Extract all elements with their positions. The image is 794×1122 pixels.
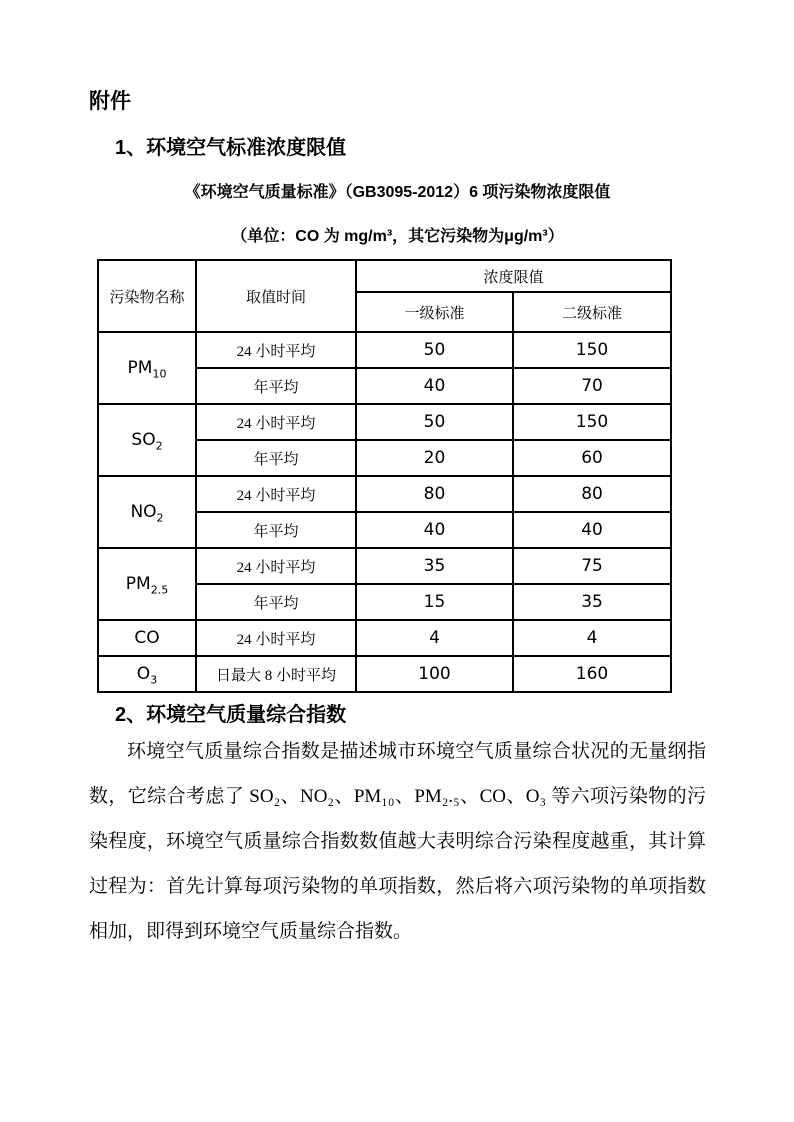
level2-value: 150 [513,404,671,440]
pollutant-cell-so2 [98,404,196,476]
th-time-period: 取值时间 [196,260,356,332]
table-row [98,332,671,368]
level1-value: 100 [356,656,513,692]
time-cell: 24 小时平均 [196,332,356,368]
level1-value: 50 [356,332,513,368]
pollutant-subscript: 2 [155,439,163,453]
level1-value: 80 [356,476,513,512]
th-level1-standard: 一级标准 [356,292,513,332]
level2-value: 60 [513,440,671,476]
level1-value: 50 [356,404,513,440]
level1-value: 4 [356,620,513,656]
attachment-label: 附件 [89,90,131,113]
time-cell: 年平均 [196,584,356,620]
time-cell: 年平均 [196,512,356,548]
time-cell: 24 小时平均 [196,548,356,584]
th-concentration-limit: 浓度限值 [356,260,671,292]
pollutant-base: O [136,664,151,684]
pollutant-base: NO [130,502,157,522]
pollutant-base: PM [125,574,151,594]
level2-value: 35 [513,584,671,620]
pollutant-subscript: 3 [150,673,158,687]
table-title: 《环境空气质量标准》（GB3095-2012）6 项污染物浓度限值 [184,184,611,201]
table-row [98,548,671,584]
time-cell: 24 小时平均 [196,404,356,440]
pollutant-limits-table [97,259,672,693]
table-row [98,404,671,440]
pollutant-cell-co [98,620,196,656]
time-cell: 24 小时平均 [196,620,356,656]
level1-value: 40 [356,512,513,548]
pollutant-subscript: 10 [152,367,167,381]
pollutant-subscript: 2 [156,511,164,525]
level1-value: 20 [356,440,513,476]
body-paragraph: 环境空气质量综合指数是描述城市环境空气质量综合状况的无量纲指数，它综合考虑了 SO₂、NO₂、PM₁₀、PM₂.₅、CO、O₃ 等六项污染物的污染程度，环境空气质量综合指数数值越大表明综合污染程度越重，其计算过程为：首先计算每项污染物的单项指数，然后将六项污染物的单项指数相加，即得到环境空气质量综合指数。 [89,741,706,942]
level2-value: 70 [513,368,671,404]
pollutant-base: CO [134,628,160,648]
table-row [98,656,671,692]
time-cell: 年平均 [196,368,356,404]
table-row [98,476,671,512]
level2-value: 150 [513,332,671,368]
pollutant-base: SO [131,430,156,450]
pollutant-cell-no2 [98,476,196,548]
level1-value: 15 [356,584,513,620]
level2-value: 160 [513,656,671,692]
unit-note: （单位：CO 为 mg/m³，其它污染物为μg/m³） [231,228,564,245]
th-level2-standard: 二级标准 [513,292,671,332]
level2-value: 4 [513,620,671,656]
time-cell: 24 小时平均 [196,476,356,512]
level2-value: 40 [513,512,671,548]
table-row [98,620,671,656]
pollutant-cell-pm25 [98,548,196,620]
time-cell: 日最大 8 小时平均 [196,656,356,692]
section2-heading: 2、环境空气质量综合指数 [115,704,347,726]
pollutant-cell-o3 [98,656,196,692]
time-cell: 年平均 [196,440,356,476]
pollutant-base: PM [127,358,153,378]
level2-value: 75 [513,548,671,584]
section1-heading: 1、环境空气标准浓度限值 [115,137,347,159]
level1-value: 40 [356,368,513,404]
level2-value: 80 [513,476,671,512]
pollutant-cell-pm10 [98,332,196,404]
th-pollutant-name: 污染物名称 [98,260,196,332]
pollutant-subscript: 2.5 [150,583,169,597]
level1-value: 35 [356,548,513,584]
